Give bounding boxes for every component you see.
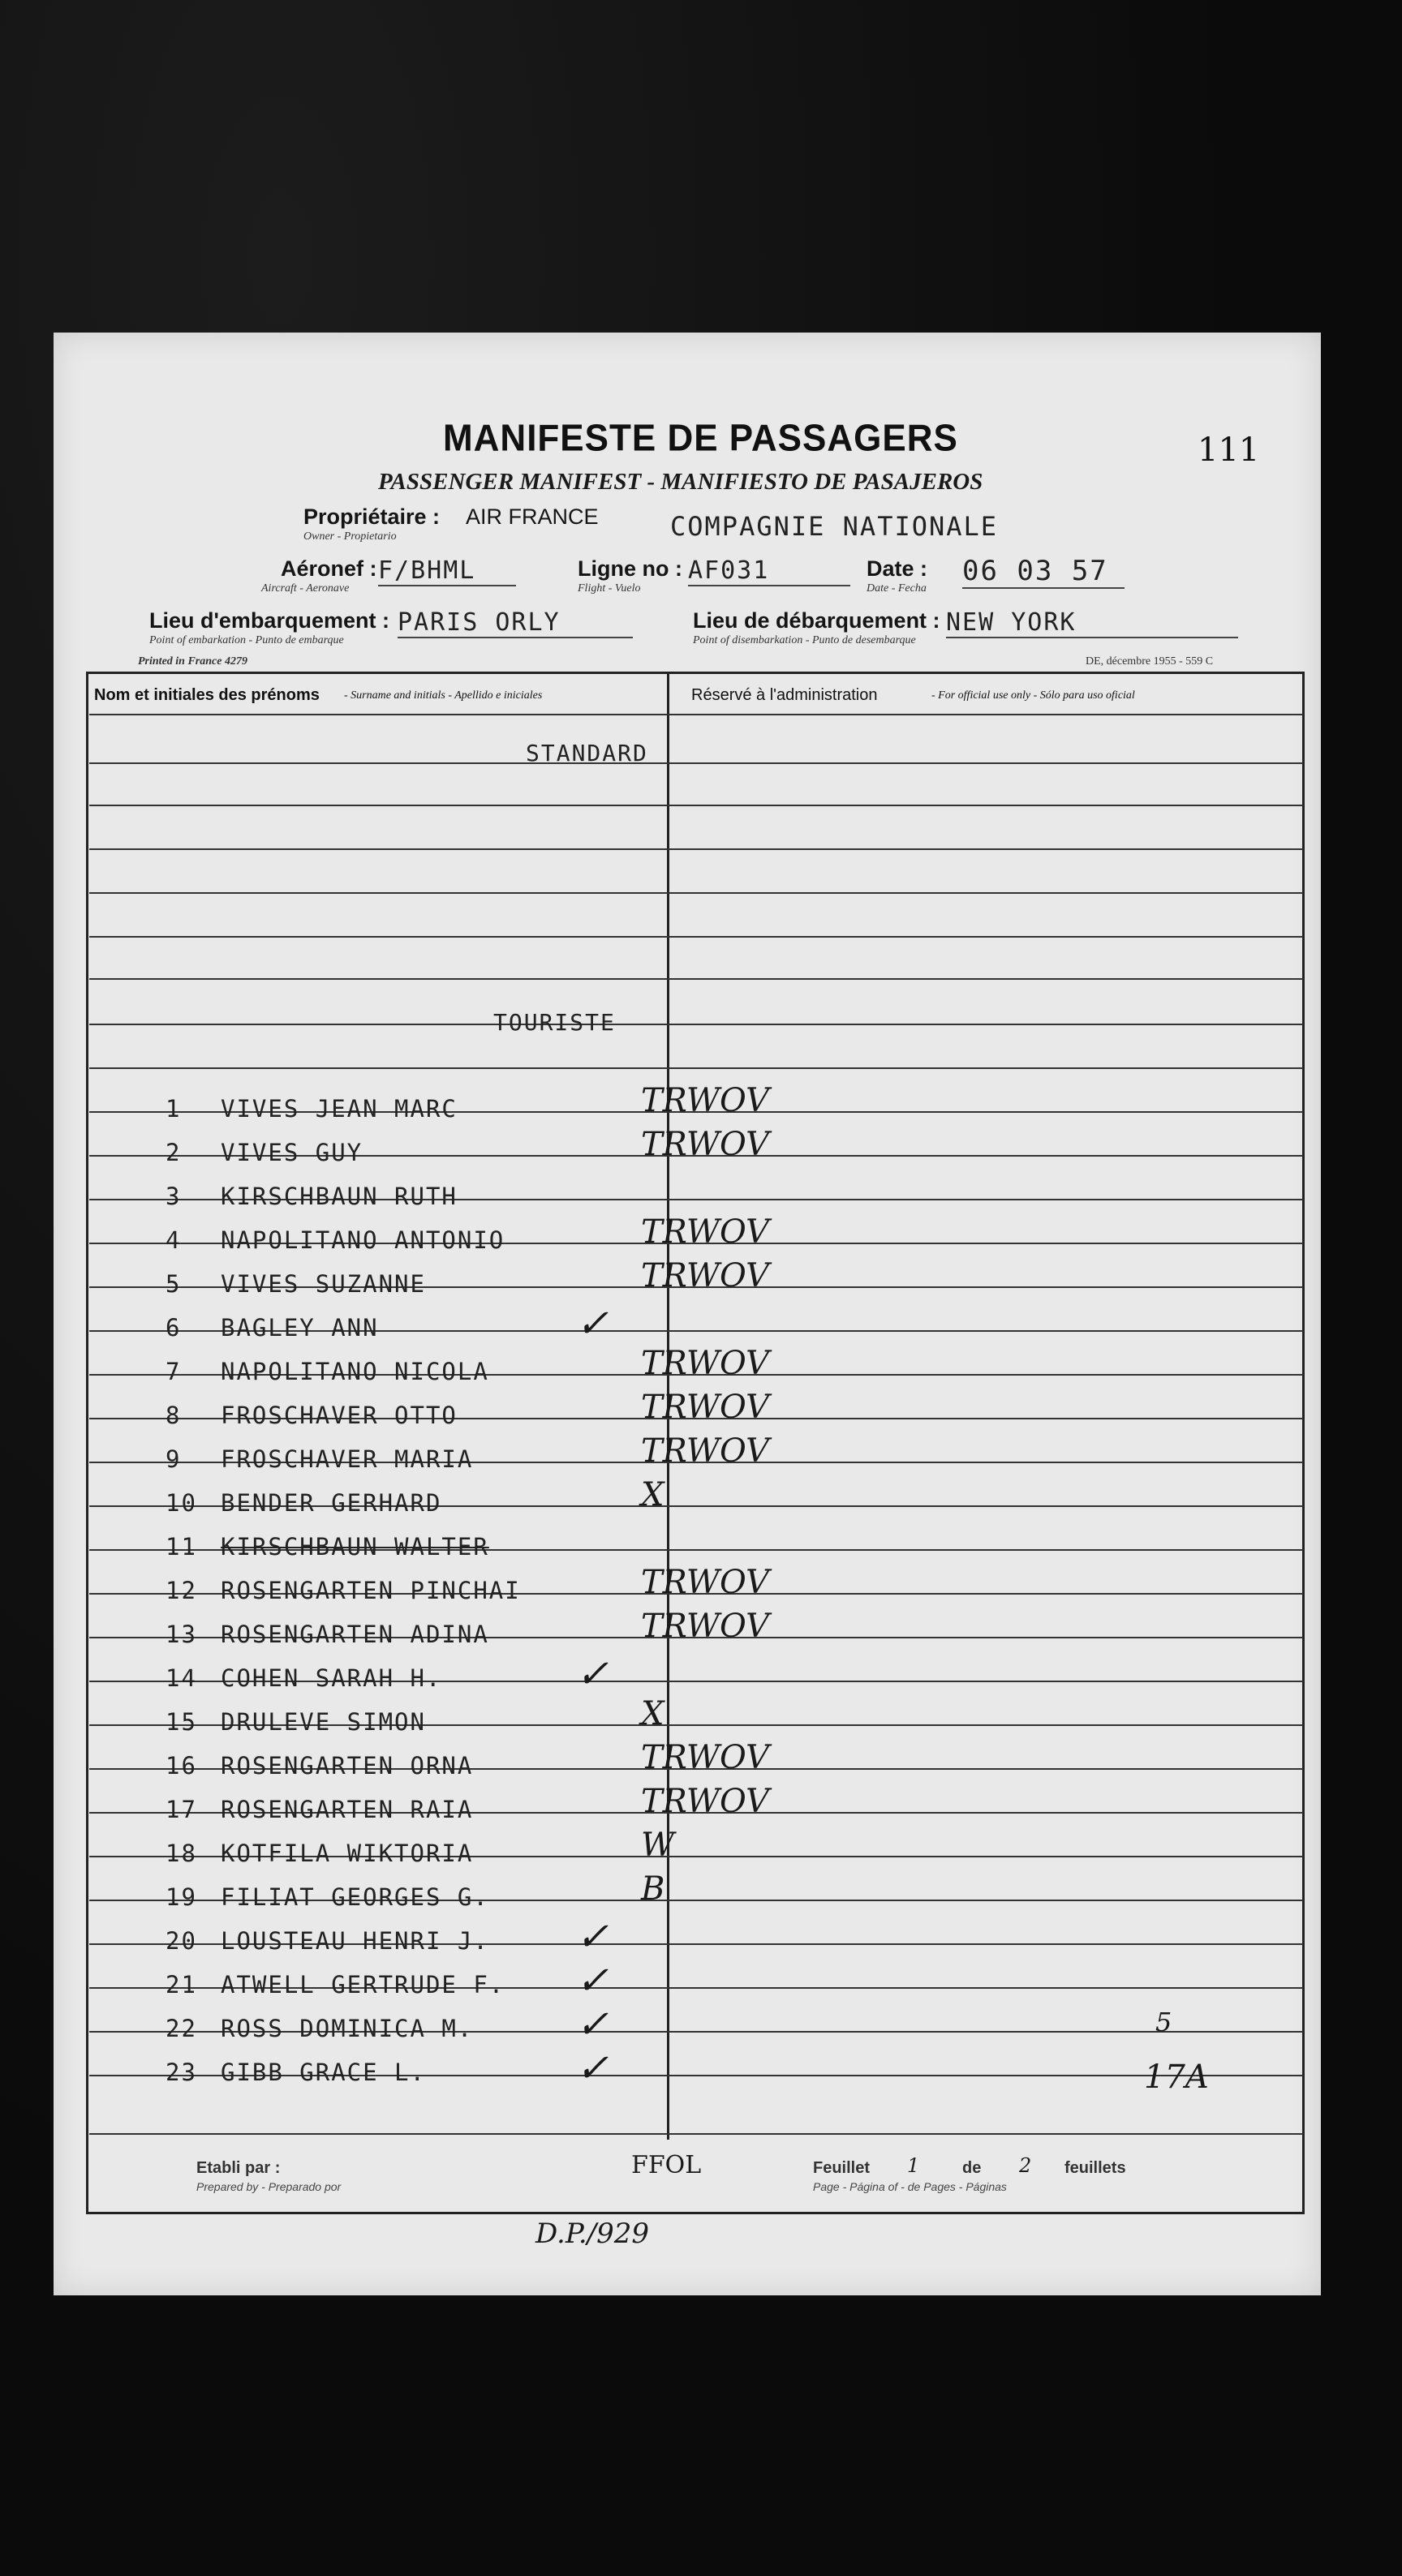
passenger-name: FROSCHAVER MARIA <box>221 1445 474 1473</box>
passenger-name: FILIAT GEORGES G. <box>221 1883 489 1911</box>
section-standard: STANDARD <box>526 740 648 766</box>
ruled-line <box>89 1067 1303 1069</box>
date-label: Date : <box>867 556 928 581</box>
owner-sublabel: Owner - Propietario <box>303 530 397 543</box>
passenger-name: DRULEVE SIMON <box>221 1708 426 1736</box>
passenger-number: 11 <box>166 1533 197 1561</box>
embark-sublabel: Point of embarkation - Punto de embarque <box>149 634 344 646</box>
admin-mark: TRWOV <box>641 1389 770 1426</box>
date-sublabel: Date - Fecha <box>867 582 927 595</box>
check-mark: ✓ <box>576 1651 609 1697</box>
flight-value: AF031 <box>688 556 850 586</box>
ruled-line <box>89 805 1303 806</box>
admin-mark: W <box>641 1827 675 1864</box>
admin-mark: TRWOV <box>641 1608 770 1645</box>
check-mark: ✓ <box>576 1958 609 2003</box>
passenger-number: 13 <box>166 1621 197 1648</box>
passenger-name: VIVES JEAN MARC <box>221 1095 458 1123</box>
printed-note: Printed in France 4279 <box>138 655 247 668</box>
passenger-name: BAGLEY ANN <box>221 1314 379 1342</box>
document-title: MANIFESTE DE PASSAGERS <box>443 417 958 460</box>
passenger-number: 1 <box>166 1095 182 1123</box>
owner-typed: COMPAGNIE NATIONALE <box>670 511 999 542</box>
admin-mark: X <box>641 1476 664 1513</box>
admin-mark: TRWOV <box>641 1126 770 1163</box>
check-mark: ✓ <box>576 1914 609 1960</box>
passenger-name: COHEN SARAH H. <box>221 1664 442 1692</box>
owner-label: Propriétaire : <box>303 504 441 529</box>
admin-mark: TRWOV <box>641 1082 770 1119</box>
passenger-name: LOUSTEAU HENRI J. <box>221 1927 489 1955</box>
owner-value: AIR FRANCE <box>466 504 599 529</box>
passenger-number: 8 <box>166 1402 182 1429</box>
prepared-label: Etabli par : <box>196 2159 281 2177</box>
passenger-number: 14 <box>166 1664 197 1692</box>
embark-value: PARIS ORLY <box>398 608 633 638</box>
embark-label: Lieu d'embarquement : <box>149 608 389 633</box>
passenger-number: 21 <box>166 1971 197 1999</box>
passenger-number: 18 <box>166 1840 197 1867</box>
form-code: DE, décembre 1955 - 559 C <box>1086 655 1214 668</box>
passenger-name: NAPOLITANO ANTONIO <box>221 1226 505 1254</box>
document-subtitle: PASSENGER MANIFEST - MANIFIESTO DE PASAJEROS <box>378 469 983 495</box>
disembark-sublabel: Point of disembarkation - Punto de desembarque <box>693 634 916 646</box>
admin-mark: TRWOV <box>641 1257 770 1294</box>
passenger-name: KIRSCHBAUN RUTH <box>221 1183 458 1210</box>
of-label: de <box>962 2159 982 2177</box>
passenger-number: 16 <box>166 1752 197 1780</box>
aircraft-sublabel: Aircraft - Aeronave <box>261 582 350 595</box>
col1-header-sub: - Surname and initials - Apellido e iniciales <box>344 689 543 702</box>
prepared-sublabel: Prepared by - Preparado por <box>196 2180 342 2193</box>
disembark-value: NEW YORK <box>946 608 1238 638</box>
disembark-label: Lieu de débarquement : <box>693 608 940 633</box>
passenger-number: 20 <box>166 1927 197 1955</box>
passenger-name: GIBB GRACE L. <box>221 2059 426 2086</box>
sheet-label: Feuillet <box>813 2159 871 2177</box>
flight-sublabel: Flight - Vuelo <box>578 582 641 595</box>
admin-mark: B <box>641 1870 665 1908</box>
check-mark: ✓ <box>576 2046 609 2091</box>
passenger-name: ROSENGARTEN ADINA <box>221 1621 489 1648</box>
sheet-sublabel: Page - Página of - de Pages - Páginas <box>813 2180 1007 2193</box>
passenger-number: 9 <box>166 1445 182 1473</box>
sheet-num: 1 <box>907 2154 920 2177</box>
passenger-name: ROSS DOMINICA M. <box>221 2015 474 2042</box>
admin-mark: TRWOV <box>641 1345 770 1382</box>
passenger-name: ROSENGARTEN RAIA <box>221 1796 474 1823</box>
side-note-1: 5 <box>1155 2007 1172 2037</box>
col2-header: Réservé à l'administration <box>691 686 878 704</box>
side-note-2: 17A <box>1144 2059 1209 2096</box>
passenger-number: 22 <box>166 2015 197 2042</box>
passenger-name: VIVES SUZANNE <box>221 1270 426 1298</box>
passenger-number: 5 <box>166 1270 182 1298</box>
ruled-line <box>89 936 1303 938</box>
passenger-name: KOTFILA WIKTORIA <box>221 1840 474 1867</box>
section-touriste: TOURISTE <box>493 1009 616 1036</box>
admin-mark: TRWOV <box>641 1213 770 1251</box>
aircraft-label: Aéronef : <box>281 556 377 581</box>
check-mark: ✓ <box>576 1301 609 1346</box>
passenger-name: BENDER GERHARD <box>221 1489 442 1517</box>
ruled-line <box>89 1024 1303 1025</box>
col2-header-sub: - For official use only - Sólo para uso oficial <box>931 689 1135 702</box>
passenger-name: KIRSCHBAUN WALTER <box>221 1533 489 1561</box>
passenger-name: ROSENGARTEN PINCHAI <box>221 1577 521 1604</box>
sheet-total: 2 <box>1019 2154 1032 2177</box>
date-value: 06 03 57 <box>962 555 1125 589</box>
col1-header: Nom et initiales des prénoms <box>94 686 320 704</box>
ruled-line <box>89 762 1303 764</box>
ruled-line <box>89 848 1303 850</box>
aircraft-value: F/BHML <box>378 556 516 586</box>
admin-mark: TRWOV <box>641 1432 770 1470</box>
sheets-label: feuillets <box>1064 2159 1126 2177</box>
passenger-name: ROSENGARTEN ORNA <box>221 1752 474 1780</box>
ruled-line <box>89 892 1303 894</box>
passenger-number: 15 <box>166 1708 197 1736</box>
passenger-name: ATWELL GERTRUDE F. <box>221 1971 505 1999</box>
ruled-line <box>89 2133 1303 2135</box>
passenger-number: 3 <box>166 1183 182 1210</box>
passenger-number: 19 <box>166 1883 197 1911</box>
ruled-line <box>89 714 1303 715</box>
passenger-number: 17 <box>166 1796 197 1823</box>
passenger-number: 12 <box>166 1577 197 1604</box>
check-mark: ✓ <box>576 2002 609 2047</box>
passenger-name: NAPOLITANO NICOLA <box>221 1358 489 1385</box>
bottom-note: D.P./929 <box>535 2218 650 2250</box>
passenger-number: 2 <box>166 1139 182 1166</box>
admin-mark: TRWOV <box>641 1739 770 1776</box>
passenger-number: 23 <box>166 2059 197 2086</box>
passenger-name: FROSCHAVER OTTO <box>221 1402 458 1429</box>
prepared-value: FFOL <box>631 2151 702 2179</box>
page-stamp: 111 <box>1198 431 1260 469</box>
ruled-line <box>89 978 1303 980</box>
passenger-name: VIVES GUY <box>221 1139 363 1166</box>
passenger-number: 4 <box>166 1226 182 1254</box>
passenger-number: 10 <box>166 1489 197 1517</box>
passenger-number: 6 <box>166 1314 182 1342</box>
passenger-number: 7 <box>166 1358 182 1385</box>
admin-mark: X <box>641 1695 664 1732</box>
flight-label: Ligne no : <box>578 556 682 581</box>
admin-mark: TRWOV <box>641 1564 770 1601</box>
admin-mark: TRWOV <box>641 1783 770 1820</box>
